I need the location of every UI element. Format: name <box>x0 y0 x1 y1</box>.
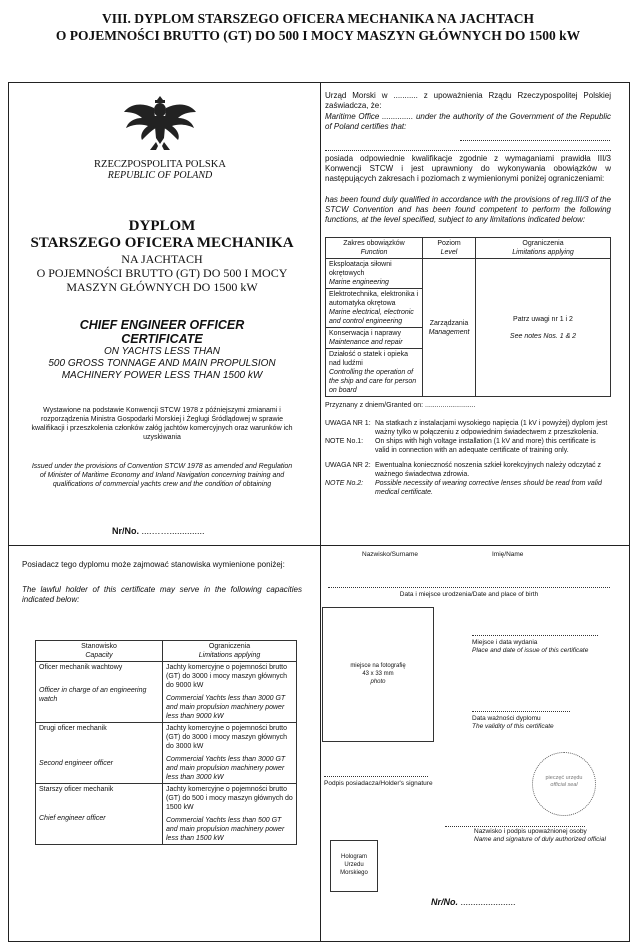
header-limitations-en: Limitations applying <box>512 249 574 256</box>
official-label-en: Name and signature of duly authorized official <box>474 836 606 843</box>
signature-label: Podpis posiadacza/Holder's signature <box>324 780 433 787</box>
capacity-en: Second engineer officer <box>39 760 113 767</box>
cap-limit-en: Commercial Yachts less than 3000 GT and main propulsion machinery power less than 9000 kW <box>166 695 286 720</box>
table-row <box>36 784 297 845</box>
function-pl: Eksploatacja siłowni okrętowych <box>329 261 392 277</box>
seal-text-1: pieczęć urzędu <box>545 775 583 781</box>
holder-name-line-1 <box>460 140 610 141</box>
polish-eagle-emblem <box>120 92 200 154</box>
birth-line <box>328 587 610 588</box>
capacity-cell <box>36 662 163 723</box>
given-name-label: Imię/Name <box>492 551 524 558</box>
function-pl: Elektrotechnika, elektronika i automatyka okrętowa <box>329 291 419 307</box>
title-pl-3: NA JACHTACH <box>121 252 203 266</box>
title-pl-4: O POJEMNOŚCI BRUTTO (GT) DO 500 I MOCY <box>36 266 288 280</box>
hologram-text-3: Morskiego <box>340 870 368 876</box>
office-statement-pl: Urząd Morski w ........... z upoważnienia Rządu Rzeczypospolitej Polskiej zaświadcza, że: <box>325 91 611 110</box>
level-cell <box>423 259 476 397</box>
table-row <box>36 723 297 784</box>
capacity-cell <box>36 723 163 784</box>
header-cap-limitations-pl: Ograniczenia <box>208 643 251 650</box>
qualification-en: has been found duly qualified in accordance with the provisions of reg.III/3 of the STCW Convention and has been found competent to perform the following functions, at the level specified, subject to any limitations indicated below: <box>325 195 611 224</box>
title-pl-1: DYPLOM <box>128 218 196 234</box>
function-cell <box>326 289 423 328</box>
validity-label-pl: Data ważności dyplomu <box>472 715 541 722</box>
function-pl: Konserwacja i naprawy <box>329 330 401 337</box>
holder-capacities-pl: Posiadacz tego dyplomu może zajmować stanowiska wymienione poniżej: <box>22 560 285 569</box>
note2-en-text: Possible necessity of wearing corrective lenses should be read from valid medical certificate. <box>375 480 602 496</box>
seal-text-2: official seal <box>550 782 578 788</box>
level-pl: Zarządzania <box>429 319 469 327</box>
table-header-row <box>326 238 611 259</box>
validity-line <box>472 711 570 712</box>
qualification-pl: posiada odpowiednie kwalifikacje zgodnie z wymaganiami prawidła III/3 Konwencji STCW i jest uprawniony do wykonywania obowiązków w następujących zakresach i poziomach z wymienionymi poniżej ograniczeniami: <box>325 154 611 183</box>
table-row <box>36 662 297 723</box>
header-level-pl: Poziom <box>437 240 461 247</box>
header-function <box>326 238 423 259</box>
issue-label-en: Place and date of issue of this certificate <box>472 647 589 654</box>
issued-under-en: Issued under the provisions of Convention STCW 1978 as amended and Regulation of Minister of Maritime Economy and Inland Navigation concerning training and qualifications of commercial yachts crew and the condition of obtaining <box>31 463 293 488</box>
note2-pl <box>325 461 611 479</box>
nr-label: Nr/No. <box>112 526 139 536</box>
capacity-cell <box>36 784 163 845</box>
photo-text-3: photo <box>370 679 386 685</box>
certificate-number-right <box>431 897 516 907</box>
function-en: Controlling the operation of the ship and care for person on board <box>329 369 417 394</box>
title-en-3: ON YACHTS LESS THAN <box>104 346 220 357</box>
validity-label-en: The validity of this certificate <box>472 723 554 730</box>
cap-header-row <box>36 641 297 662</box>
photo-text-1: miejsce na fotografię <box>350 663 406 669</box>
title-en-1: CHIEF ENGINEER OFFICER <box>79 318 245 332</box>
table-row <box>326 259 611 289</box>
note1-pl-label: UWAGA NR 1: <box>325 420 371 427</box>
header-cap-limitations-en: Limitations applying <box>198 652 261 659</box>
horizontal-divider <box>9 545 629 546</box>
capacity-pl: Starszy oficer mechanik <box>39 786 114 793</box>
diploma-title-pl <box>14 218 310 294</box>
cap-limit-pl: Jachty komercyjne o pojemności brutto (GT) do 3000 i mocy maszyn głównych do 9000 kW <box>166 664 287 689</box>
cap-limit-cell <box>163 784 297 845</box>
official-line <box>445 826 585 827</box>
function-cell <box>326 349 423 397</box>
note2-pl-text: Ewentualna konieczność noszenia szkieł korekcyjnych należy odczytać z ważnego świadectwa zdrowia. <box>375 462 602 478</box>
holder-capacities-en: The lawful holder of this certificate may serve in the following capacities indicated below: <box>22 585 302 604</box>
function-en: Maintenance and repair <box>329 339 403 346</box>
vertical-divider <box>320 83 321 941</box>
signature-line <box>324 776 428 777</box>
issued-under-pl: Wystawione na podstawie Konwencji STCW 1978 z późniejszymi zmianami i rozporządzenia Ministra Gospodarki Morskiej i Żeglugi Śródlądowej w sprawie kwalifikacji i przeszkolenia członków załóg jachtów komercyjnych oraz warunków ich uzyskiwania <box>31 407 293 441</box>
nr-label-right: Nr/No. <box>431 897 458 907</box>
nr-value-right: ...................... <box>460 897 516 907</box>
function-pl: Działość o statek i opieka nad ludźmi <box>329 351 408 367</box>
title-line-1: VIII. DYPLOM STARSZEGO OFICERA MECHANIKA NA JACHTACH <box>102 11 534 26</box>
header-capacity-pl: Stanowisko <box>81 643 117 650</box>
capacity-pl: Oficer mechanik wachtowy <box>39 664 123 671</box>
granted-on: Przyznany z dniem/Granted on: .......................... <box>325 402 476 409</box>
note1-en <box>325 437 611 455</box>
certificate-number-left <box>112 526 205 536</box>
functions-table <box>325 237 611 397</box>
notes-block <box>325 419 611 497</box>
capacities-table <box>35 640 297 845</box>
country-name-en: REPUBLIC OF POLAND <box>107 170 213 181</box>
cap-limit-en: Commercial Yachts less than 500 GT and main propulsion machinery power less than 1500 kW <box>166 817 285 842</box>
header-limitations-pl: Ograniczenia <box>522 240 564 247</box>
header-function-pl: Zakres obowiązków <box>343 240 405 247</box>
capacity-pl: Drugi oficer mechanik <box>39 725 107 732</box>
cap-limit-en: Commercial Yachts less than 3000 GT and main propulsion machinery power less than 3000 kW <box>166 756 286 781</box>
birth-label: Data i miejsce urodzenia/Date and place of birth <box>399 591 539 598</box>
header-limitations <box>476 238 611 259</box>
note1-pl-text: Na statkach z instalacjami wysokiego napięcia (1 kV i powyżej) dyplom jest ważny tylko w połączeniu z odpowiednim świadectwem z przeszkolenia. <box>375 420 608 436</box>
level-en: Management <box>428 328 470 336</box>
office-statement-en: Maritime Office .............. under the authority of the Government of the Republic of Poland certifies that: <box>325 112 611 131</box>
surname-label: Nazwisko/Surname <box>362 551 418 558</box>
limitations-pl: Patrz uwagi nr 1 i 2 <box>513 315 573 323</box>
page-title <box>0 10 636 44</box>
function-en: Marine engineering <box>329 279 389 286</box>
note2-en <box>325 479 611 497</box>
cap-limit-cell <box>163 723 297 784</box>
title-en-4: 500 GROSS TONNAGE AND MAIN PROPULSION <box>48 358 276 369</box>
photo-placeholder <box>322 607 434 742</box>
title-pl-5: MASZYN GŁÓWNYCH DO 1500 kW <box>66 280 258 294</box>
country-name-pl: RZECZPOSPOLITA POLSKA <box>94 159 226 170</box>
limitations-en: See notes Nos. 1 & 2 <box>509 332 577 340</box>
limitations-cell <box>476 259 611 397</box>
note1-pl <box>325 419 611 437</box>
diploma-title-en <box>20 318 304 382</box>
header-level <box>423 238 476 259</box>
capacity-en: Chief engineer officer <box>39 815 106 822</box>
holder-name-line-2 <box>325 150 611 151</box>
header-level-en: Level <box>440 249 458 256</box>
note2-en-label: NOTE No.2: <box>325 480 364 487</box>
capacity-en: Officer in charge of an engineering watch <box>39 687 147 703</box>
note1-en-text: On ships with high voltage installation (1 kV and more) this certificate is valid in connection with an adequate certificate of training only. <box>375 438 596 454</box>
nr-value: ....…….............. <box>141 526 205 536</box>
hologram-text-2: Urzedu <box>344 862 364 868</box>
hologram-text-1: Hologram <box>340 854 367 860</box>
note1-en-label: NOTE No.1: <box>325 438 364 445</box>
hologram-box <box>330 840 378 892</box>
function-cell <box>326 328 423 349</box>
header-capacity <box>36 641 163 662</box>
header-cap-limitations <box>163 641 297 662</box>
header-capacity-en: Capacity <box>85 652 113 659</box>
cap-limit-pl: Jachty komercyjne o pojemności brutto (GT) do 500 i mocy maszyn głównych do 1500 kW <box>166 786 293 811</box>
header-function-en: Function <box>360 249 388 256</box>
photo-text-2: 43 x 33 mm <box>362 671 394 677</box>
title-en-2: CERTIFICATE <box>121 332 203 346</box>
title-line-2: O POJEMNOŚCI BRUTTO (GT) DO 500 I MOCY MASZYN GŁÓWNYCH DO 1500 kW <box>55 28 581 43</box>
official-label-pl: Nazwisko i podpis upoważnionej osoby <box>474 828 587 835</box>
official-seal-placeholder <box>532 752 596 816</box>
cap-limit-pl: Jachty komercyjne o pojemności brutto (GT) do 3000 i mocy maszyn głównych do 3000 kW <box>166 725 287 750</box>
note2-pl-label: UWAGA NR 2: <box>325 462 371 469</box>
function-cell <box>326 259 423 289</box>
issue-label-pl: Miejsce i data wydania <box>472 639 538 646</box>
issue-line <box>472 635 598 636</box>
title-pl-2: STARSZEGO OFICERA MECHANIKA <box>30 235 294 251</box>
function-en: Marine electrical, electronic and control engineering <box>329 309 414 325</box>
title-en-5: MACHINERY POWER LESS THAN 1500 kW <box>61 370 263 381</box>
cap-limit-cell <box>163 662 297 723</box>
